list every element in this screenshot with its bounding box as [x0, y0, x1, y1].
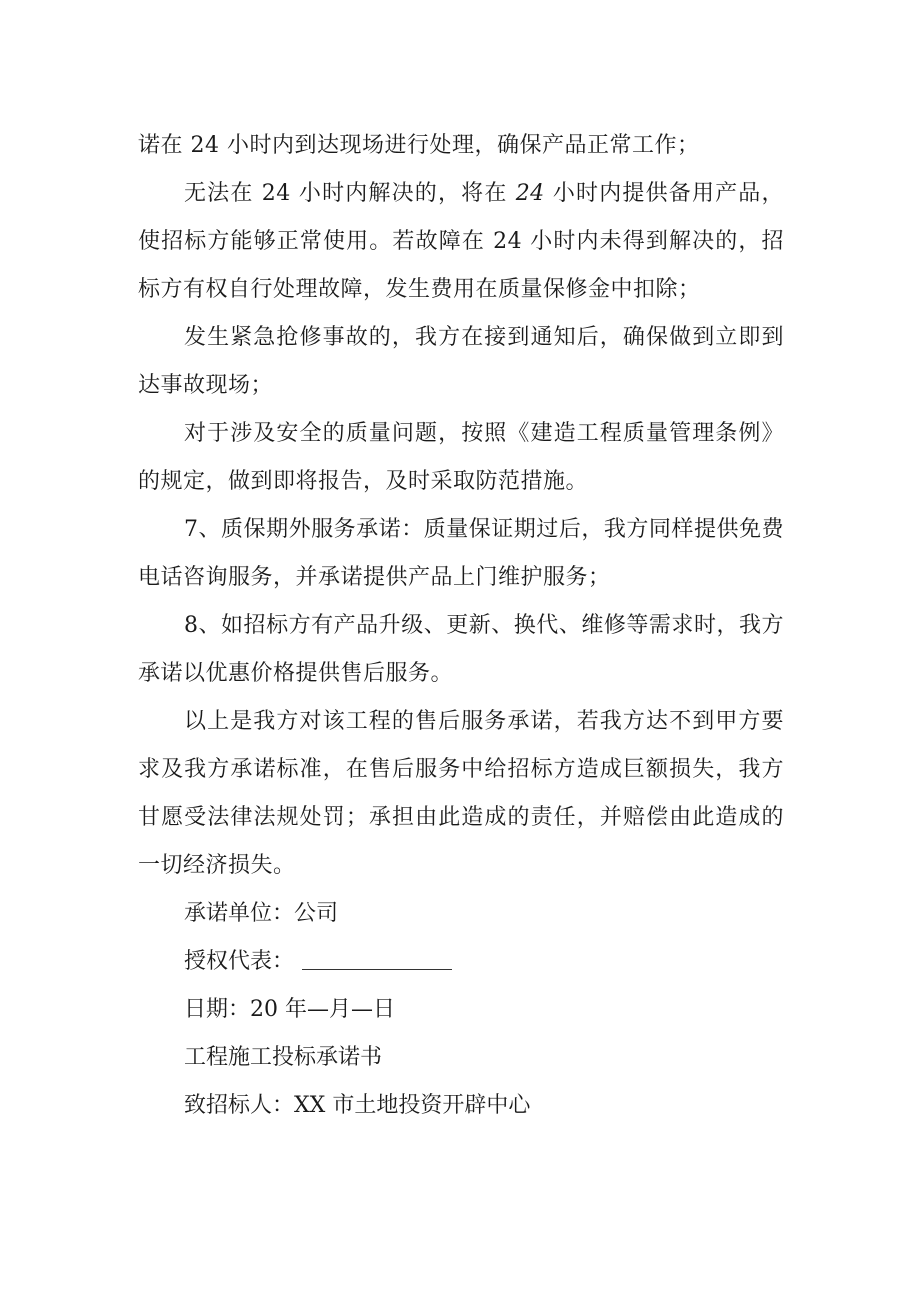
paragraph-backup-italic-24: 24	[515, 181, 545, 206]
paragraph-summary: 以上是我方对该工程的售后服务承诺，若我方达不到甲方要求及我方承诺标准，在售后服务中给招标方造成巨额损失，我方甘愿受法律法规处罚；承担由此造成的责任，并赔偿由此造成的一切经济损失。	[138, 709, 784, 878]
signature-date-label: 日期：	[184, 997, 251, 1022]
signature-rep-label: 授权代表：	[184, 949, 295, 974]
paragraph-item-7: 7、质保期外服务承诺：质量保证期过后，我方同样提供免费电话咨询服务，并承诺提供产品上门维护服务；	[138, 517, 784, 590]
paragraph-response-24h: 诺在 24 小时内到达现场进行处理，确保产品正常工作；	[138, 133, 700, 158]
paragraph-backup-text-c: 小时内提供备用产品，使招标方能够正常使用。若故障在 24 小时内未得到解决的，招标方有权自行处理故障，发生费用在质量保修金中扣除；	[138, 181, 784, 302]
signature-unit	[138, 890, 784, 938]
paragraph-emergency-repair: 发生紧急抢修事故的，我方在接到通知后，确保做到立即到达事故现场；	[138, 325, 784, 398]
paragraph-safety-issues: 对于涉及安全的质量问题，按照《建造工程质量管理条例》的规定，做到即将报告，及时采取防范措施。	[138, 421, 784, 494]
signature-date	[138, 986, 784, 1034]
addressee	[138, 1082, 784, 1130]
paragraph-item-8: 8、如招标方有产品升级、更新、换代、维修等需求时，我方承诺以优惠价格提供售后服务。	[138, 613, 784, 686]
signature-rep-blank-line	[302, 939, 452, 970]
next-section-title: 工程施工投标承诺书	[184, 1045, 383, 1070]
paragraph-backup-text-a: 无法在 24 小时内解决的，将在	[184, 181, 516, 206]
signature-rep	[138, 938, 784, 986]
signature-unit-label: 承诺单位：	[184, 901, 295, 926]
paragraph-backup-product	[138, 170, 784, 314]
addressee-value: XX 市土地投资开辟中心	[294, 1093, 531, 1118]
addressee-label: 致招标人：	[184, 1093, 295, 1118]
document-page	[138, 122, 784, 1130]
signature-date-value: 20 年—月—日	[250, 997, 396, 1022]
signature-unit-value: 公司	[294, 901, 339, 926]
